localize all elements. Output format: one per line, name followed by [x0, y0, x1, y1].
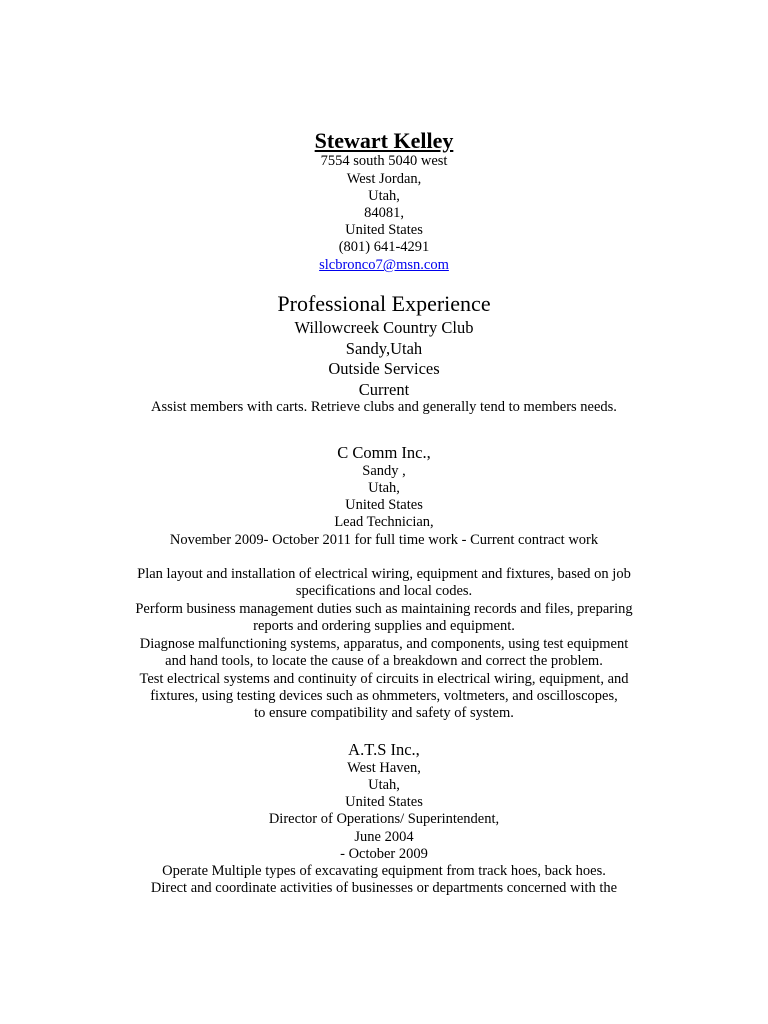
job1-company: Willowcreek Country Club: [294, 318, 474, 337]
job3-end-date: - October 2009: [340, 846, 428, 862]
job2-period: November 2009- October 2011 for full time work - Current contract work: [169, 532, 599, 548]
email-container: [0, 257, 768, 274]
phone-number: (801) 641-4291: [338, 239, 430, 255]
address-country: United States: [345, 222, 423, 238]
address-state: Utah,: [368, 188, 400, 204]
address-city: West Jordan,: [346, 171, 422, 187]
job2-duty-line: Test electrical systems and continuity of circuits in electrical wiring, equipment, and: [139, 671, 629, 687]
address-line: 7554 south 5040 west: [320, 153, 448, 169]
job2-duty-line: fixtures, using testing devices such as ohmmeters, voltmeters, and oscilloscopes,: [150, 688, 618, 704]
job3-duty-line: Direct and coordinate activities of businesses or departments concerned with the: [150, 880, 618, 896]
email-link[interactable]: slcbronco7@msn.com: [319, 257, 449, 273]
job2-duty-line: reports and ordering supplies and equipment.: [253, 618, 515, 634]
job2-company: C Comm Inc.,: [337, 443, 431, 462]
job3-start-date: June 2004: [354, 829, 414, 845]
job1-period: Current: [358, 380, 410, 399]
job3-company: A.T.S Inc.,: [348, 740, 420, 759]
address-zip: 84081,: [364, 205, 404, 221]
job2-city: Sandy ,: [362, 463, 406, 479]
section-title: Professional Experience: [277, 291, 491, 316]
job3-city: West Haven,: [347, 760, 421, 776]
job3-title: Director of Operations/ Superintendent,: [268, 811, 500, 827]
job2-duty-line: and hand tools, to locate the cause of a breakdown and correct the problem.: [165, 653, 603, 669]
job2-country: United States: [345, 497, 423, 513]
candidate-name: Stewart Kelley: [314, 128, 454, 153]
job2-duty-line: specifications and local codes.: [295, 583, 473, 599]
job2-duty-line: to ensure compatibility and safety of system.: [254, 705, 514, 721]
job3-duty-line: Operate Multiple types of excavating equipment from track hoes, back hoes.: [162, 863, 606, 879]
job2-title: Lead Technician,: [334, 514, 434, 530]
job2-duty-line: Perform business management duties such as maintaining records and files, preparing: [135, 601, 633, 617]
job2-duty-line: Diagnose malfunctioning systems, apparatus, and components, using test equipment: [139, 636, 629, 652]
job2-state: Utah,: [368, 480, 400, 496]
job3-country: United States: [345, 794, 423, 810]
job1-title: Outside Services: [328, 359, 440, 378]
job2-duty-line: Plan layout and installation of electrical wiring, equipment and fixtures, based on job: [137, 566, 631, 582]
job1-location: Sandy,Utah: [345, 339, 423, 358]
job3-state: Utah,: [368, 777, 400, 793]
job1-description: Assist members with carts. Retrieve clubs and generally tend to members needs.: [151, 399, 617, 415]
